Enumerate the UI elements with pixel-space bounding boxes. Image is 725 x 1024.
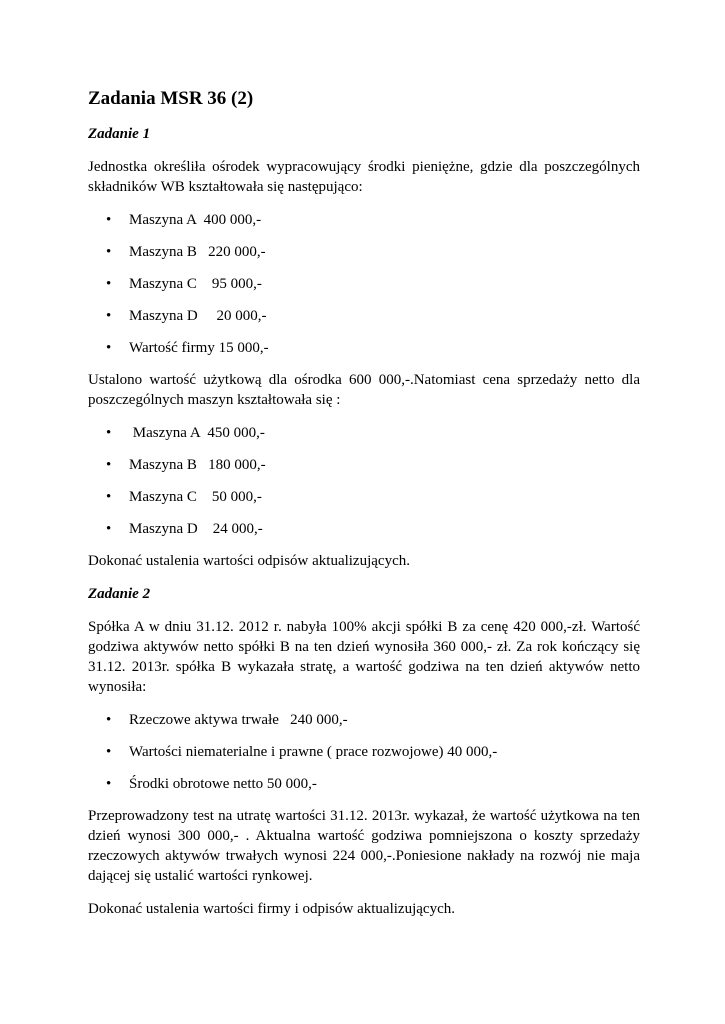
task2-instruction: Dokonać ustalenia wartości firmy i odpisów aktualizujących. bbox=[88, 901, 455, 917]
list-item: • Maszyna B 220 000,- bbox=[88, 242, 640, 262]
task1-middle-paragraph: Ustalono wartość użytkową dla ośrodka 600 000,-.Natomiast cena sprzedaży netto dla poszczególnych maszyn kształtowała się : bbox=[88, 372, 640, 408]
task2-intro: Spółka A w dniu 31.12. 2012 r. nabyła 100% akcji spółki B za cenę 420 000,-zł. Wartość godziwa aktywów netto spółki B na ten dzień wynosiła 360 000,- zł. Za rok kończący się 31.12. 2013r. spółka B wykazała stratę, a wartość godziwa na ten dzień aktywów netto wynosiła: bbox=[88, 619, 640, 695]
document-title: Zadania MSR 36 (2) bbox=[88, 88, 254, 109]
list-item: • Maszyna C 50 000,- bbox=[88, 487, 640, 507]
list-item: • Maszyna C 95 000,- bbox=[88, 274, 640, 294]
list-item: • Środki obrotowe netto 50 000,- bbox=[88, 774, 640, 794]
task1-heading: Zadanie 1 bbox=[88, 126, 151, 142]
task2-heading: Zadanie 2 bbox=[88, 586, 151, 602]
list-item: • Maszyna A 400 000,- bbox=[88, 210, 640, 230]
task1-instruction: Dokonać ustalenia wartości odpisów aktualizujących. bbox=[88, 553, 410, 569]
list-item: • Wartość firmy 15 000,- bbox=[88, 338, 640, 358]
list-item: • Rzeczowe aktywa trwałe 240 000,- bbox=[88, 710, 640, 730]
list-item: • Maszyna D 24 000,- bbox=[88, 519, 640, 539]
list-item: • Wartości niematerialne i prawne ( prace rozwojowe) 40 000,- bbox=[88, 742, 640, 762]
list-item: • Maszyna D 20 000,- bbox=[88, 306, 640, 326]
task1-asset-list bbox=[88, 210, 640, 358]
task2-asset-list bbox=[88, 710, 640, 794]
document-content bbox=[88, 88, 640, 932]
task1-intro: Jednostka określiła ośrodek wypracowujący środki pieniężne, gdzie dla poszczególnych składników WB kształtowała się następująco: bbox=[88, 159, 640, 195]
task1-price-list bbox=[88, 423, 640, 539]
list-item: • Maszyna A 450 000,- bbox=[88, 423, 640, 443]
task2-paragraph: Przeprowadzony test na utratę wartości 31.12. 2013r. wykazał, że wartość użytkowa na ten dzień wynosi 300 000,- . Aktualna wartość godziwa pomniejszona o koszty sprzedaży rzeczowych aktywów trwałych wynosi 224 000,-.Poniesione nakłady na rozwój nie maja dającej się ustalić wartości rynkowej. bbox=[88, 808, 640, 884]
list-item: • Maszyna B 180 000,- bbox=[88, 455, 640, 475]
